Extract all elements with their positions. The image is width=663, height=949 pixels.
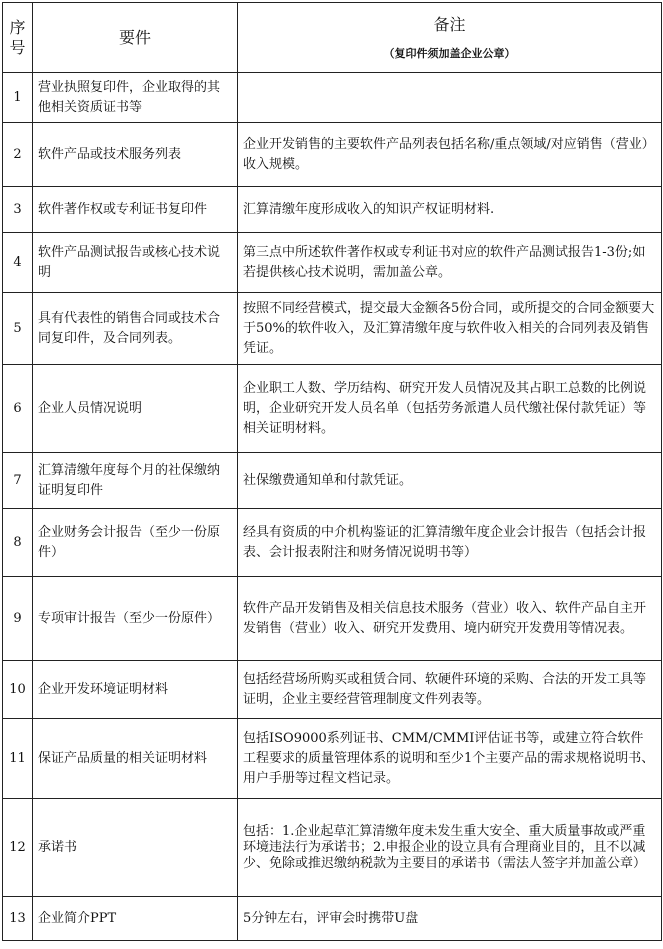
row-number: 9 — [3, 577, 33, 661]
row-number: 10 — [3, 661, 33, 719]
row-number: 12 — [3, 799, 33, 897]
row-note: 企业开发销售的主要软件产品列表包括名称/重点领域/对应销售（营业）收入规模。 — [238, 123, 662, 187]
row-number: 4 — [3, 233, 33, 293]
table-row — [3, 123, 662, 187]
row-number: 3 — [3, 187, 33, 233]
row-number: 7 — [3, 453, 33, 509]
table-header-row — [3, 3, 662, 73]
row-note: 5分钟左右，评审会时携带U盘 — [238, 897, 662, 941]
table-row — [3, 509, 662, 577]
table-row — [3, 293, 662, 365]
row-requirement: 营业执照复印件，企业取得的其他相关资质证书等 — [33, 73, 238, 123]
table-row — [3, 719, 662, 799]
row-requirement: 专项审计报告（至少一份原件） — [33, 577, 238, 661]
row-requirement: 企业简介PPT — [33, 897, 238, 941]
row-note: 汇算清缴年度形成收入的知识产权证明材料. — [238, 187, 662, 233]
row-requirement: 企业开发环境证明材料 — [33, 661, 238, 719]
row-requirement: 具有代表性的销售合同或技术合同复印件，及合同列表。 — [33, 293, 238, 365]
row-requirement: 企业财务会计报告（至少一份原件） — [33, 509, 238, 577]
header-note-title: 备注 — [433, 14, 466, 34]
row-requirement: 软件产品或技术服务列表 — [33, 123, 238, 187]
row-note — [238, 73, 662, 123]
row-note: 社保缴费通知单和付款凭证。 — [238, 453, 662, 509]
row-note: 软件产品开发销售及相关信息技术服务（营业）收入、软件产品自主开发销售（营业）收入、研究开发费用、境内研究开发费用等情况表。 — [238, 577, 662, 661]
header-note — [238, 3, 662, 73]
requirements-table — [2, 2, 662, 941]
table-row — [3, 73, 662, 123]
row-note: 包括经营场所购买或租赁合同、软硬件环境的采购、合法的开发工具等证明，企业主要经营管理制度文件列表等。 — [238, 661, 662, 719]
header-seq-line2: 号 — [9, 37, 26, 57]
row-number: 11 — [3, 719, 33, 799]
row-number: 6 — [3, 365, 33, 453]
row-number: 5 — [3, 293, 33, 365]
table-row — [3, 453, 662, 509]
row-requirement: 承诺书 — [33, 799, 238, 897]
header-seq — [3, 3, 33, 73]
table-row — [3, 577, 662, 661]
header-note-subtitle: （复印件须加盖企业公章） — [383, 46, 516, 60]
row-number: 8 — [3, 509, 33, 577]
row-requirement: 汇算清缴年度每个月的社保缴纳证明复印件 — [33, 453, 238, 509]
row-note: 包括ISO9000系列证书、CMM/CMMI评估证书等，或建立符合软件工程要求的质量管理体系的说明和至少1个主要产品的需求规格说明书、用户手册等过程文档记录。 — [238, 719, 662, 799]
row-note: 按照不同经营模式，提交最大金额各5份合同，或所提交的合同金额要大于50%的软件收入，及汇算清缴年度与软件收入相关的合同列表及销售凭证。 — [238, 293, 662, 365]
row-number: 2 — [3, 123, 33, 187]
table-row — [3, 187, 662, 233]
row-note: 经具有资质的中介机构鉴证的汇算清缴年度企业会计报告（包括会计报表、会计报表附注和财务情况说明书等） — [238, 509, 662, 577]
table-row — [3, 799, 662, 897]
header-seq-line1: 序 — [9, 17, 26, 37]
row-requirement: 保证产品质量的相关证明材料 — [33, 719, 238, 799]
table-row — [3, 365, 662, 453]
header-item: 要件 — [33, 3, 238, 73]
table-row — [3, 233, 662, 293]
row-number: 1 — [3, 73, 33, 123]
row-requirement: 软件产品测试报告或核心技术说明 — [33, 233, 238, 293]
row-note: 包括：1.企业起草汇算清缴年度未发生重大安全、重大质量事故或严重环境违法行为承诺书；2.申报企业的设立具有合理商业目的，且不以减少、免除或推迟缴纳税款为主要目的承诺书（需法人签字并加盖公章） — [238, 799, 662, 897]
table-row — [3, 897, 662, 941]
row-note: 第三点中所述软件著作权或专利证书对应的软件产品测试报告1-3份;如若提供核心技术说明，需加盖公章。 — [238, 233, 662, 293]
table-row — [3, 661, 662, 719]
row-requirement: 软件著作权或专利证书复印件 — [33, 187, 238, 233]
row-note: 企业职工人数、学历结构、研究开发人员情况及其占职工总数的比例说明，企业研究开发人员名单（包括劳务派遣人员代缴社保付款凭证）等相关证明材料。 — [238, 365, 662, 453]
row-requirement: 企业人员情况说明 — [33, 365, 238, 453]
row-number: 13 — [3, 897, 33, 941]
